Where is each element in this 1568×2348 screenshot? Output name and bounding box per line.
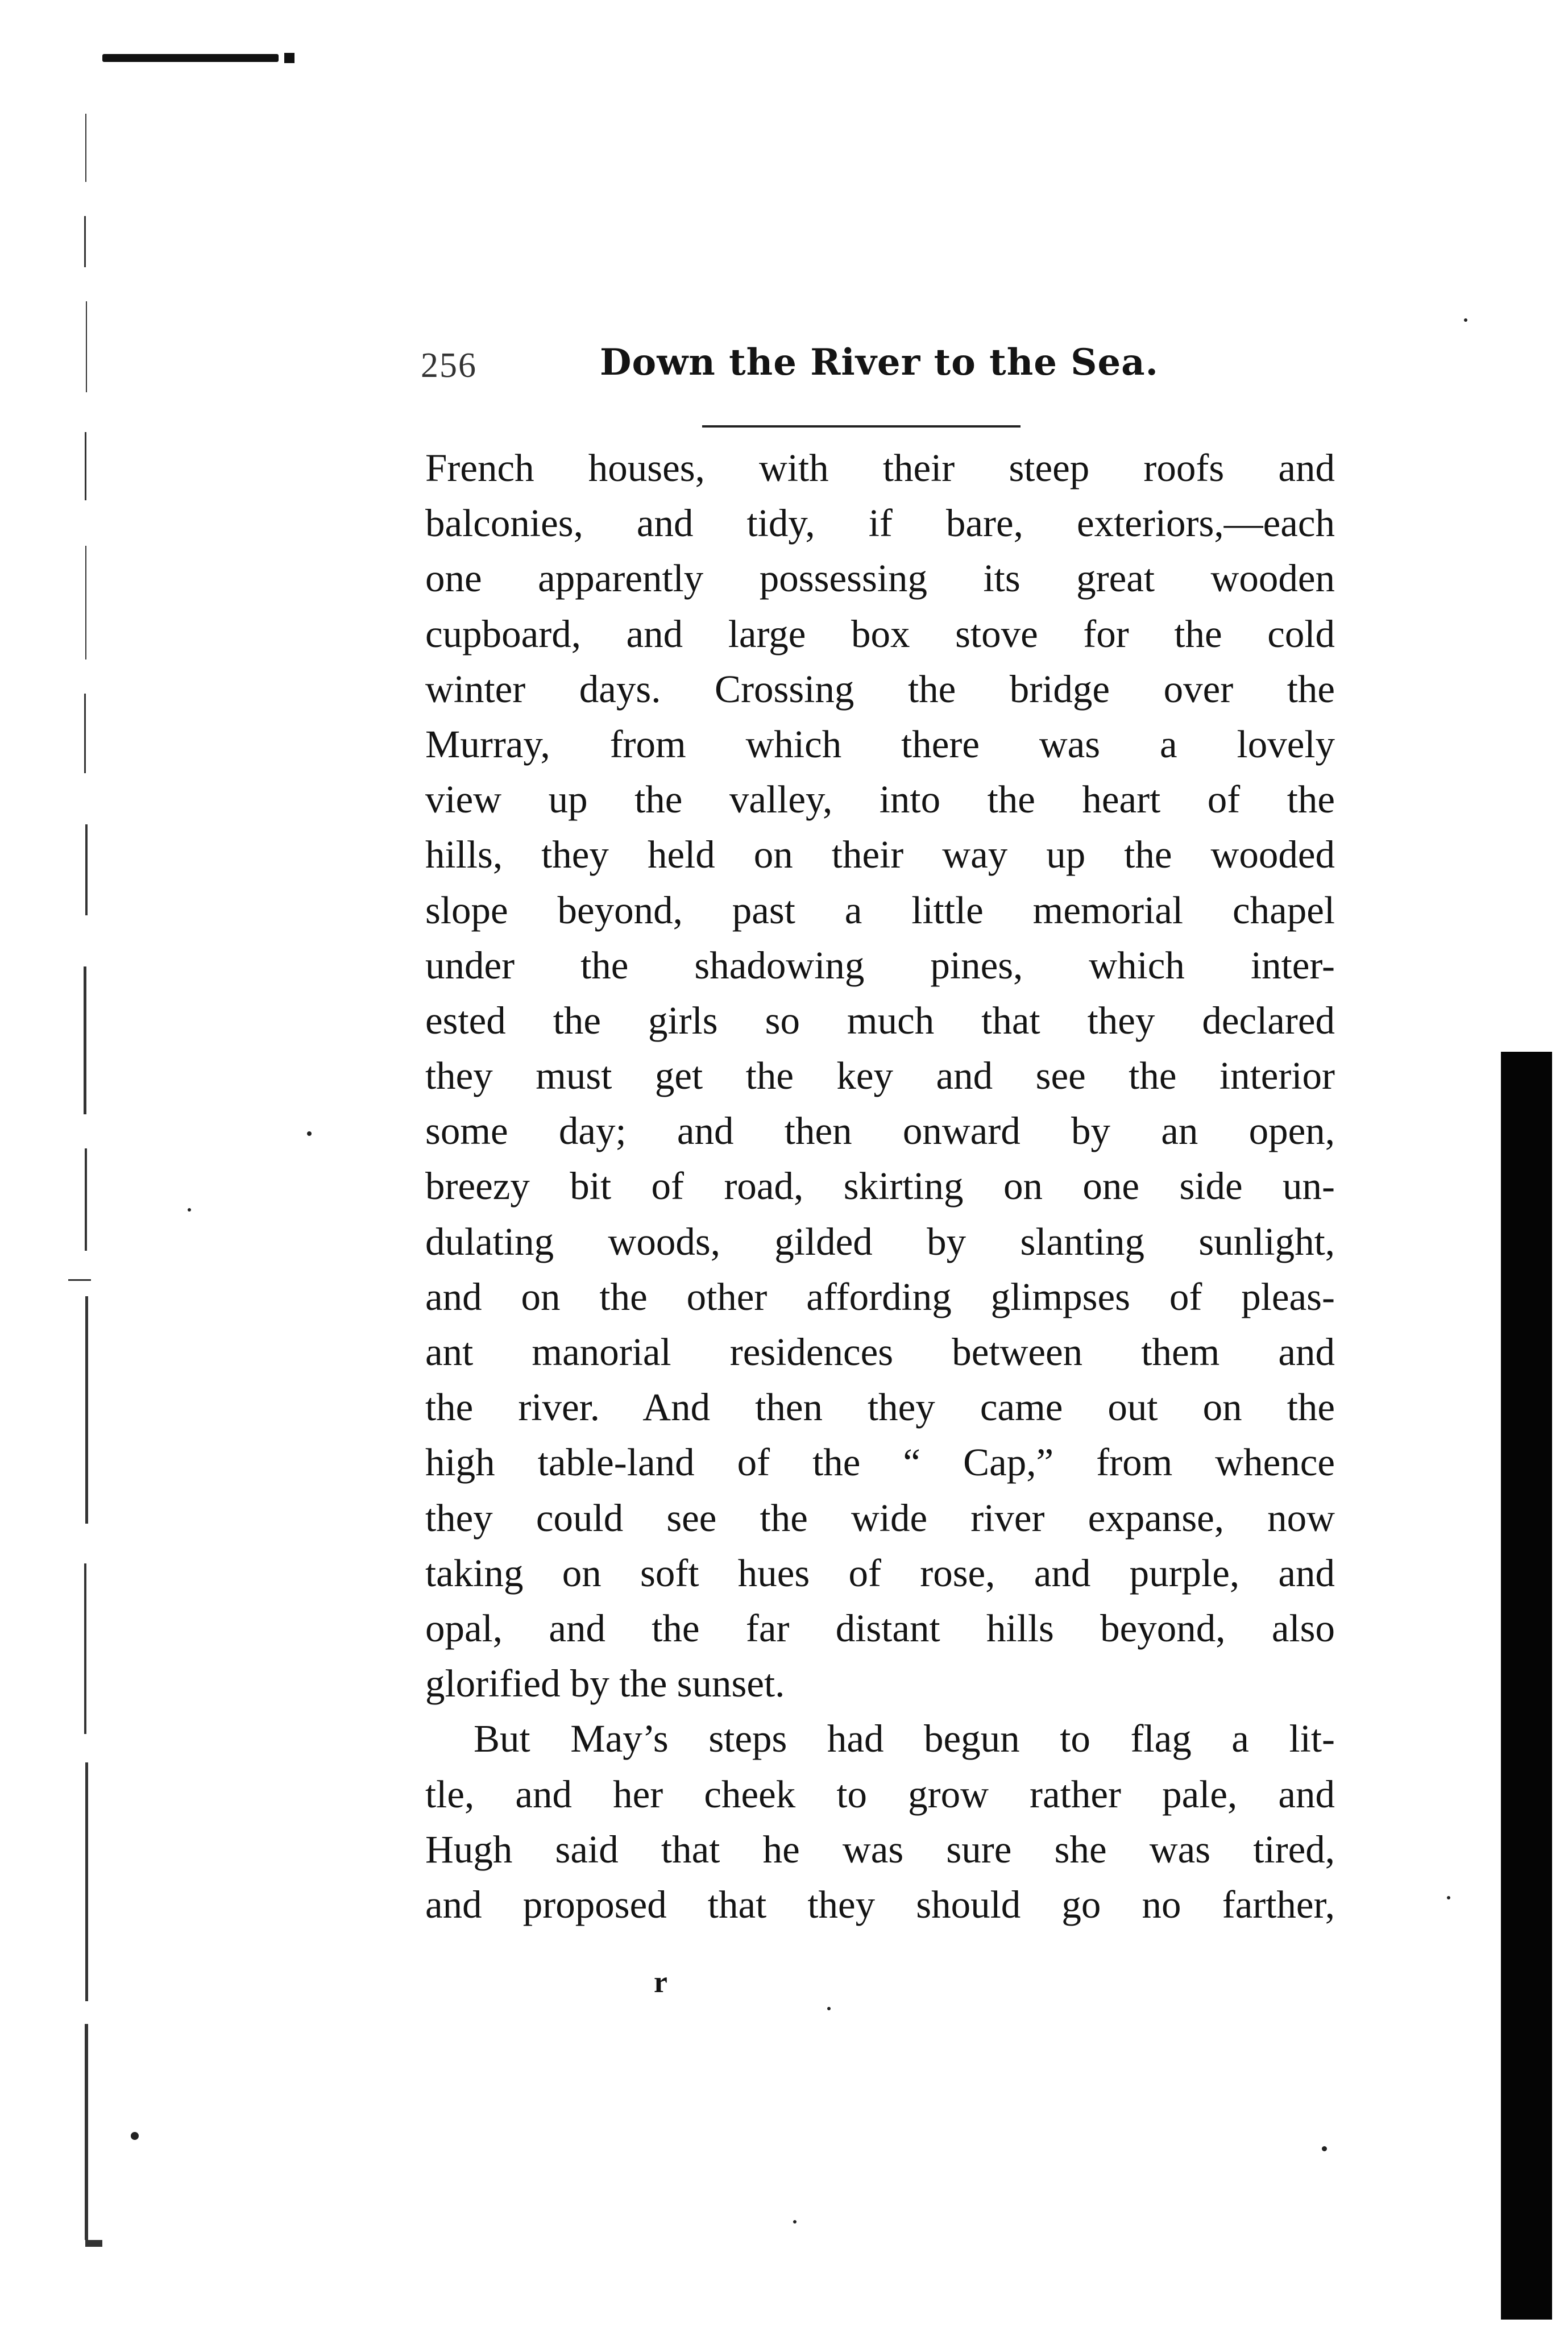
text-line: winter days. Crossing the bridge over the — [425, 667, 1335, 711]
stray-mark: r — [654, 1965, 667, 1999]
text-line: view up the valley, into the heart of the — [425, 778, 1335, 822]
text-line: they could see the wide river expanse, now — [425, 1496, 1335, 1540]
text-line: under the shadowing pines, which inter- — [425, 943, 1335, 987]
text-line: opal, and the far distant hills beyond, also — [425, 1606, 1335, 1650]
page-number: 256 — [421, 346, 477, 385]
header-rule — [702, 425, 1021, 428]
text-line: they must get the key and see the interior — [425, 1054, 1335, 1098]
text-line: ant manorial residences between them and — [425, 1330, 1335, 1374]
text-line: Hugh said that he was sure she was tired, — [425, 1827, 1335, 1871]
text-line: taking on soft hues of rose, and purple, and — [425, 1551, 1335, 1595]
scan-edge-mark — [102, 54, 279, 62]
text-line: tle, and her cheek to grow rather pale, and — [425, 1772, 1335, 1816]
text-line: and proposed that they should go no farther, — [425, 1882, 1335, 1926]
text-line: glorified by the sunset. — [425, 1662, 785, 1706]
text-line: French houses, with their steep roofs and — [425, 446, 1335, 489]
text-line: cupboard, and large box stove for the cold — [425, 612, 1335, 656]
running-title: Down the River to the Sea. — [600, 341, 1159, 384]
body-text — [425, 441, 1335, 1932]
text-line: some day; and then onward by an open, — [425, 1109, 1335, 1153]
scan-edge-dot — [284, 53, 294, 63]
running-head — [421, 335, 1183, 398]
text-line: balconies, and tidy, if bare, exteriors,—each — [425, 501, 1335, 545]
text-line: hills, they held on their way up the wooded — [425, 833, 1335, 877]
text-line: Murray, from which there was a lovely — [425, 722, 1335, 766]
text-line: dulating woods, gilded by slanting sunlight, — [425, 1219, 1335, 1263]
text-line: breezy bit of road, skirting on one side un- — [425, 1164, 1335, 1208]
scan-shadow-bar — [1501, 1052, 1552, 2320]
text-line: one apparently possessing its great wooden — [425, 557, 1335, 600]
text-line: the river. And then they came out on the — [425, 1385, 1335, 1429]
text-line: ested the girls so much that they declared — [425, 998, 1335, 1042]
text-line: high table-land of the “ Cap,” from whence — [425, 1441, 1335, 1484]
text-line: and on the other affording glimpses of pleas- — [425, 1275, 1335, 1318]
scanned-page-edge — [68, 114, 102, 2274]
text-line: slope beyond, past a little memorial chapel — [425, 888, 1335, 932]
text-line: But May’s steps had begun to flag a lit- — [474, 1717, 1335, 1761]
